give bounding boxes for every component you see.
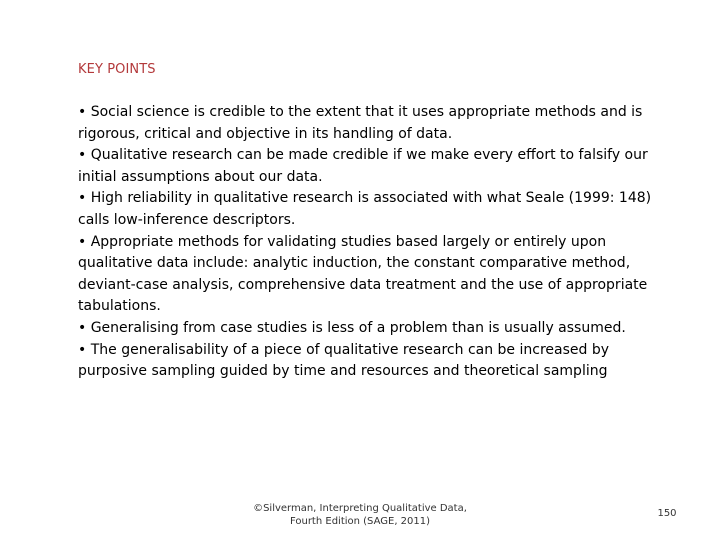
- footer-citation: [230, 502, 490, 528]
- bullet-item: • Social science is credible to the extent that it uses appropriate methods and is rigorous, critical and objective in its handling of data.: [78, 104, 643, 142]
- footer-citation-line: Fourth Edition (SAGE, 2011): [289, 516, 431, 527]
- bullet-item: • High reliability in qualitative research is associated with what Seale (1999: 148) calls low-inference descriptors.: [78, 190, 652, 228]
- bullet-item: • Appropriate methods for validating studies based largely or entirely upon qualitative data include: analytic induction, the constant comparative method, deviant-case analysis, comprehensive data treatment and the use of appropriate tabulations.: [78, 233, 648, 315]
- bullet-item: • Generalising from case studies is less of a problem than is usually assumed.: [78, 319, 626, 336]
- bullet-item: • The generalisability of a piece of qualitative research can be increased by purposive sampling guided by time and resources and theoretical sampling: [78, 341, 610, 380]
- bullet-list: [78, 102, 658, 383]
- footer-citation-line: ©Silverman, Interpreting Qualitative Data,: [253, 503, 467, 514]
- bullet-item: • Qualitative research can be made credible if we make every effort to falsify our initial assumptions about our data.: [78, 147, 648, 185]
- slide-heading: KEY POINTS: [78, 62, 156, 77]
- page-number: 150: [657, 508, 677, 519]
